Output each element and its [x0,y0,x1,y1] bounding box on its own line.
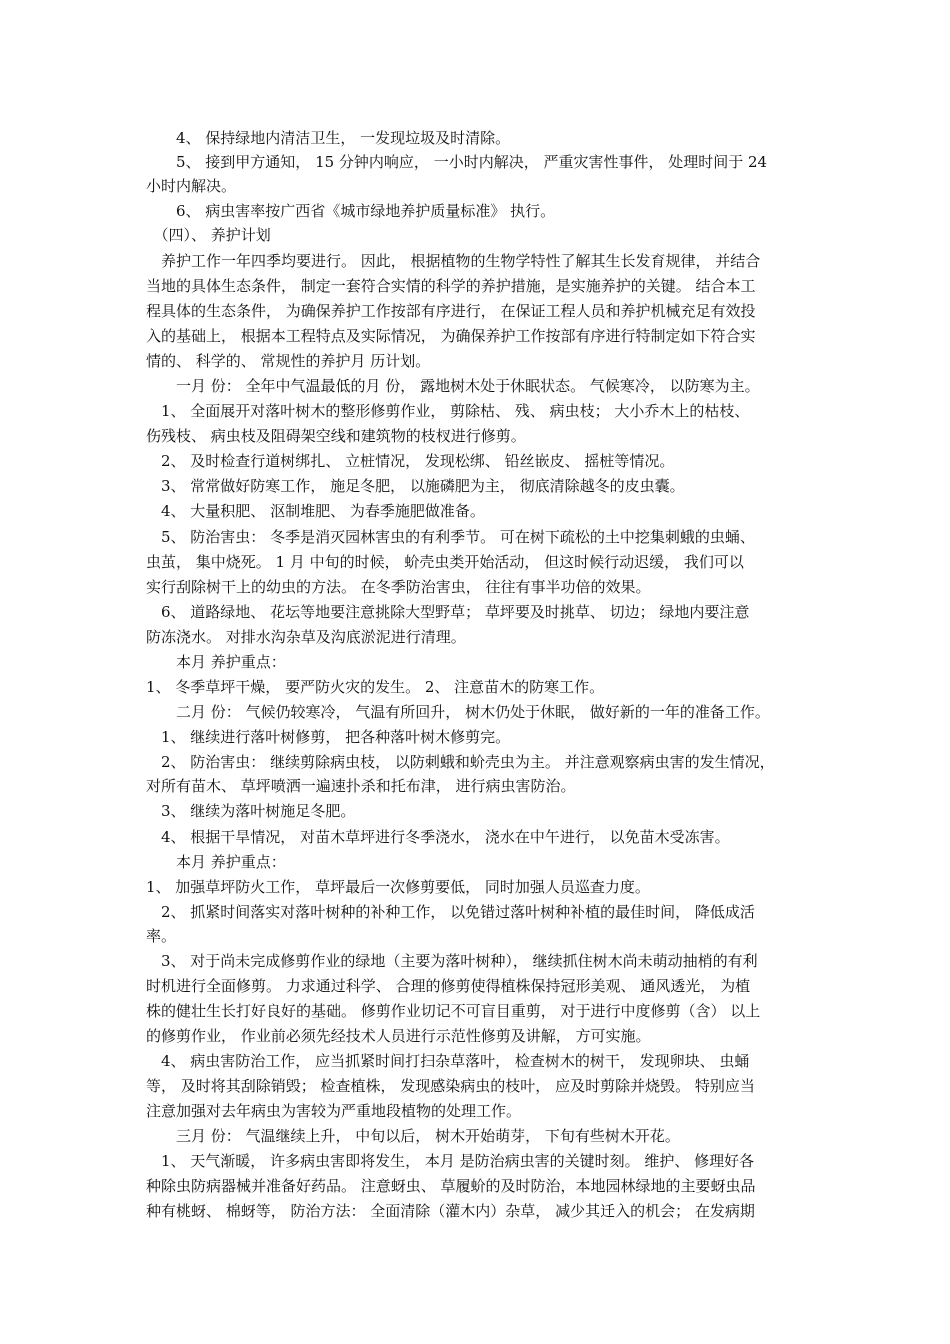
text-line: 时机进行全面修剪。 力求通过科学、 合理的修剪使得植株保持冠形美观、 通风透光， 为植 [146,977,751,995]
text-line: 1、 加强草坪防火工作， 草坪最后一次修剪要低， 同时加强人员巡查力度。 [146,878,650,896]
text-line: 防冻浇水。 对排水沟杂草及沟底淤泥进行清理。 [146,628,466,646]
text-line: 6、 道路绿地、 花坛等地要注意挑除大型野草； 草坪要及时挑草、 切边； 绿地内要注意 [146,603,750,621]
text-line: 注意加强对去年病虫为害较为严重地段植物的处理工作。 [146,1102,522,1120]
text-line: 等， 及时将其刮除销毁； 检查植株， 发现感染病虫的枝叶， 应及时剪除并烧毁。 特别应当 [146,1077,755,1095]
text-line: 3、 对于尚未完成修剪作业的绿地（主要为落叶树种）， 继续抓住树木尚未萌动抽梢的有利 [146,952,758,970]
text-line: 本月 养护重点： [146,853,286,871]
text-line: 1、 全面展开对落叶树木的整形修剪作业， 剪除枯、 残、 病虫枝； 大小乔木上的枯枝、 [146,402,750,420]
text-line: 一月 份： 全年中气温最低的月 份， 露地树木处于休眠状态。 气候寒冷， 以防寒为主。 [146,377,760,395]
text-line: 对所有苗木、 草坪喷洒一遍速扑杀和托布津， 进行病虫害防治。 [146,777,576,795]
text-line: 4、 大量积肥、 沤制堆肥、 为春季施肥做准备。 [146,502,485,520]
text-line: 当地的具体生态条件， 制定一套符合实情的科学的养护措施，是实施养护的关键。 结合本工 [146,277,756,295]
text-line: （四）、 养护计划 [146,226,271,244]
text-line: 三月 份： 气温继续上升， 中旬以后， 树木开始萌芽， 下旬有些树木开花。 [146,1127,680,1145]
text-line: 种有桃蚜、 棉蚜等， 防治方法： 全面清除（灌木内）杂草， 减少其迁入的机会； 在发病期 [146,1202,755,1220]
text-line: 5、 接到甲方通知， 15 分钟内响应， 一小时内解决， 严重灾害性事件， 处理时间于 24 [146,153,768,171]
text-line: 种除虫防病器械并准备好药品。 注意蚜虫、 草履蚧的及时防治，本地园林绿地的主要蚜虫品 [146,1177,756,1195]
text-line: 2、 及时检查行道树绑扎、 立桩情况， 发现松绑、 铅丝嵌皮、 摇桩等情况。 [146,452,675,470]
text-line: 2、 防治害虫： 继续剪除病虫枝， 以防刺蛾和蚧壳虫为主。 并注意观察病虫害的发生情况， [146,753,775,771]
text-line: 2、 抓紧时间落实对落叶树种的补种工作， 以免错过落叶树种补植的最佳时间， 降低成活 [146,903,755,921]
text-line: 3、 常常做好防寒工作， 施足冬肥， 以施磷肥为主， 彻底清除越冬的皮虫囊。 [146,477,685,495]
text-line: 4、 病虫害防治工作， 应当抓紧时间打扫杂草落叶， 检查树木的树干， 发现卵块、 虫蛹 [146,1052,750,1070]
text-line: 程具体的生态条件， 为确保养护工作按部有序进行， 在保证工程人员和养护机械充足有效投 [146,302,756,320]
text-line: 5、 防治害虫： 冬季是消灭园林害虫的有利季节。 可在树下疏松的土中挖集刺蛾的虫蛹、 [146,528,755,546]
text-line: 小时内解决。 [146,177,237,195]
text-line: 伤残枝、 病虫枝及阻碍架空线和建筑物的枝杈进行修剪。 [146,427,526,445]
text-line: 本月 养护重点： [146,653,286,671]
text-line: 3、 继续为落叶树施足冬肥。 [146,802,356,820]
text-line: 情的、 科学的、 常规性的养护月 历计划。 [146,352,431,370]
text-line: 1、 冬季草坪干燥， 要严防火灾的发生。 2、 注意苗木的防寒工作。 [146,678,605,696]
text-line: 入的基础上， 根据本工程特点及实际情况， 为确保养护工作按部有序进行特制定如下符合实 [146,327,756,345]
text-line: 虫茧， 集中烧死。 1 月 中旬的时候， 蚧壳虫类开始活动， 但这时候行动迟缓， 我们可以 [146,553,744,571]
text-line: 实行刮除树干上的幼虫的方法。 在冬季防治害虫， 往往有事半功倍的效果。 [146,578,651,596]
text-line: 4、 根据干旱情况， 对苗木草坪进行冬季浇水， 浇水在中午进行， 以免苗木受冻害。 [146,828,730,846]
text-line: 6、 病虫害率按广西省《城市绿地养护质量标准》 执行。 [146,202,556,220]
text-line: 养护工作一年四季均要进行。 因此， 根据植物的生物学特性了解其生长发育规律， 并结合 [146,252,761,270]
text-line: 1、 继续进行落叶树修剪， 把各种落叶树木修剪完。 [146,728,511,746]
text-line: 二月 份： 气候仍较寒冷， 气温有所回升， 树木仍处于休眠， 做好新的一年的准备工作。 [146,703,770,721]
text-line: 1、 天气渐暖， 许多病虫害即将发生， 本月 是防治病虫害的关键时刻。 维护、 修理好各 [146,1152,755,1170]
text-line: 率。 [146,927,177,945]
text-line: 株的健壮生长打好良好的基础。 修剪作业切记不可盲目重剪， 对于进行中度修剪（含） 以上 [146,1002,761,1020]
text-line: 的修剪作业， 作业前必须先经技术人员进行示范性修剪及讲解， 方可实施。 [146,1027,651,1045]
text-line: 4、 保持绿地内清洁卫生， 一发现垃圾及时清除。 [146,129,511,147]
